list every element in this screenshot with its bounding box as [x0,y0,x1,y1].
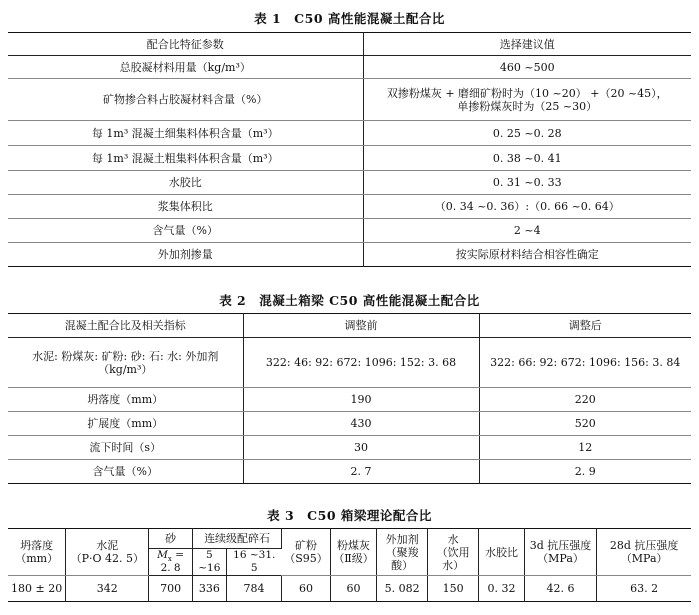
table2-before: 30 [243,436,479,460]
table-row [8,219,691,243]
table3-header-cement [66,529,149,576]
table3-value: 5. 082 [377,576,428,602]
table1-header-param: 配合比特征参数 [8,33,363,56]
table3-value: 60 [282,576,331,602]
table3-slump-label: 坍落度 [20,539,54,552]
table-row [8,56,691,79]
table1-value: 0. 31 ~0. 33 [363,171,691,195]
table3-header-wb: 水胶比 [479,529,524,576]
table1-param: 矿物掺合料占胶凝材料含量（%） [8,79,363,121]
table3-value: 0. 32 [479,576,524,602]
table3 [8,528,691,602]
table3-header-sand-modulus [149,549,193,576]
table3-header-gravel: 连续级配碎石 [192,529,281,549]
table-row [8,460,691,484]
table1-header-row [8,33,691,56]
table2-before: 2. 7 [243,460,479,484]
table-row [8,338,691,388]
table2-mix-unit: （kg/m³） [98,362,153,376]
table3-sand-m: M [157,549,168,561]
table1-param: 外加剂掺量 [8,243,363,267]
table1-param: 浆集体积比 [8,195,363,219]
table3-header-s28d [597,529,691,576]
table2-mix-label: 水泥: 粉煤灰: 矿粉: 砂: 石: 水: 外加剂 [32,349,219,363]
table2-label: 坍落度（mm） [8,388,243,412]
table3-s28d-label: 28d 抗压强度 [609,539,679,552]
table1-value: 按实际原材料结合相容性确定 [455,248,599,261]
table2-after: 220 [479,388,691,412]
table-row [8,195,691,219]
table-row [8,146,691,171]
table-row [8,436,691,460]
table2-after: 12 [479,436,691,460]
table1-value: 2 ~4 [363,219,691,243]
table2-after: 2. 9 [574,465,596,478]
table1-param: 每 1m³ 混凝土粗集料体积含量（m³） [8,146,363,171]
table3-header-s3d [524,529,597,576]
table3-s28d-unit: （MPa） [620,552,668,565]
table2-header-row [8,314,691,338]
table3-header-admix [377,529,428,576]
table3-admix-label: 外加剂 [385,532,419,546]
table3-header-water [427,529,478,576]
table3-s3d-unit: （MPa） [537,552,584,565]
table2-label: 含气量（%） [8,460,243,484]
table2-label: 扩展度（mm） [8,412,243,436]
table2-before: 190 [243,388,479,412]
table3-value: 336 [192,576,226,602]
table-row [8,388,691,412]
table3-header-flyash [330,529,377,576]
table1-value: 0. 25 ~0. 28 [363,121,691,146]
table-row [8,576,691,602]
table2-header-after: 调整后 [479,314,691,338]
table3-flyash-sub: （Ⅱ级） [333,552,374,565]
table1-param: 每 1m³ 混凝土细集料体积含量（m³） [8,121,363,146]
table1-value: （0. 34 ~0. 36）:（0. 66 ~0. 64） [363,195,691,219]
table1-param: 总胶凝材料用量（kg/m³） [8,56,363,79]
table3-cement-sub: （P·O 42. 5） [70,552,144,565]
table3-water-label: 水 [447,532,459,546]
table3-value: 60 [330,576,377,602]
table1 [8,32,691,267]
table3-header-sand: 砂 [149,529,193,549]
table2 [8,313,691,484]
table3-value: 180 ± 20 [8,576,66,602]
table1-caption: 表 1 C50 高性能混凝土配合比 [254,11,445,26]
table1-value: 460 ~500 [363,56,691,79]
table1-value: 0. 38 ~0. 41 [363,146,691,171]
table3-slag-sub: （S95） [284,552,328,565]
table3-value: 63. 2 [630,582,659,595]
table1-value-line1: 双掺粉煤灰 + 磨细矿粉时为（10 ~20） +（20 ~45）， [386,86,668,100]
table2-after: 520 [479,412,691,436]
table-row [8,243,691,267]
table-row [8,121,691,146]
table-row [8,171,691,195]
table3-sand-x: x [167,555,172,564]
table2-mix-after: 322: 66: 92: 672: 1096: 156: 3. 84 [479,338,691,388]
table2-before: 430 [243,412,479,436]
table3-value: 784 [226,576,281,602]
table3-value: 42. 6 [524,576,597,602]
table3-admix-sub: （聚羧酸） [385,545,419,572]
table1-value-line2: 单掺粉煤灰时为（25 ~30） [457,99,598,113]
table3-sand-val: = 2. 8 [160,549,185,574]
table3-slag-label: 矿粉 [294,539,317,552]
table1-header-value: 选择建议值 [363,33,691,56]
table-row [8,79,691,121]
table3-caption: 表 3 C50 箱梁理论配合比 [267,508,432,523]
table1-value-cell [363,79,691,121]
table3-header-slag [282,529,331,576]
table3-water-sub: （饮用水） [436,545,470,572]
table1-param: 水胶比 [8,171,363,195]
table2-caption: 表 2 混凝土箱梁 C50 高性能混凝土配合比 [219,293,480,308]
table3-header-gravel-a: 5 ~16 [192,549,226,576]
table3-s3d-label: 3d 抗压强度 [529,539,592,552]
table2-header-before: 调整前 [243,314,479,338]
table3-flyash-label: 粉煤灰 [337,539,371,552]
table3-value: 342 [66,576,149,602]
table3-header-slump [8,529,66,576]
table3-value: 700 [149,576,193,602]
table2-header-indicator: 混凝土配合比及相关指标 [8,314,243,338]
table2-label: 流下时间（s） [8,436,243,460]
table2-mix-label-cell [8,338,243,388]
table3-slump-unit: （mm） [15,552,59,565]
table3-header-gravel-b: 16 ~31. 5 [226,549,281,576]
table3-header-row1 [8,529,691,549]
table3-value: 150 [427,576,478,602]
table1-param: 含气量（%） [8,219,363,243]
table2-mix-before: 322: 46: 92: 672: 1096: 152: 3. 68 [243,338,479,388]
table-row [8,412,691,436]
table3-cement-label: 水泥 [96,539,119,552]
